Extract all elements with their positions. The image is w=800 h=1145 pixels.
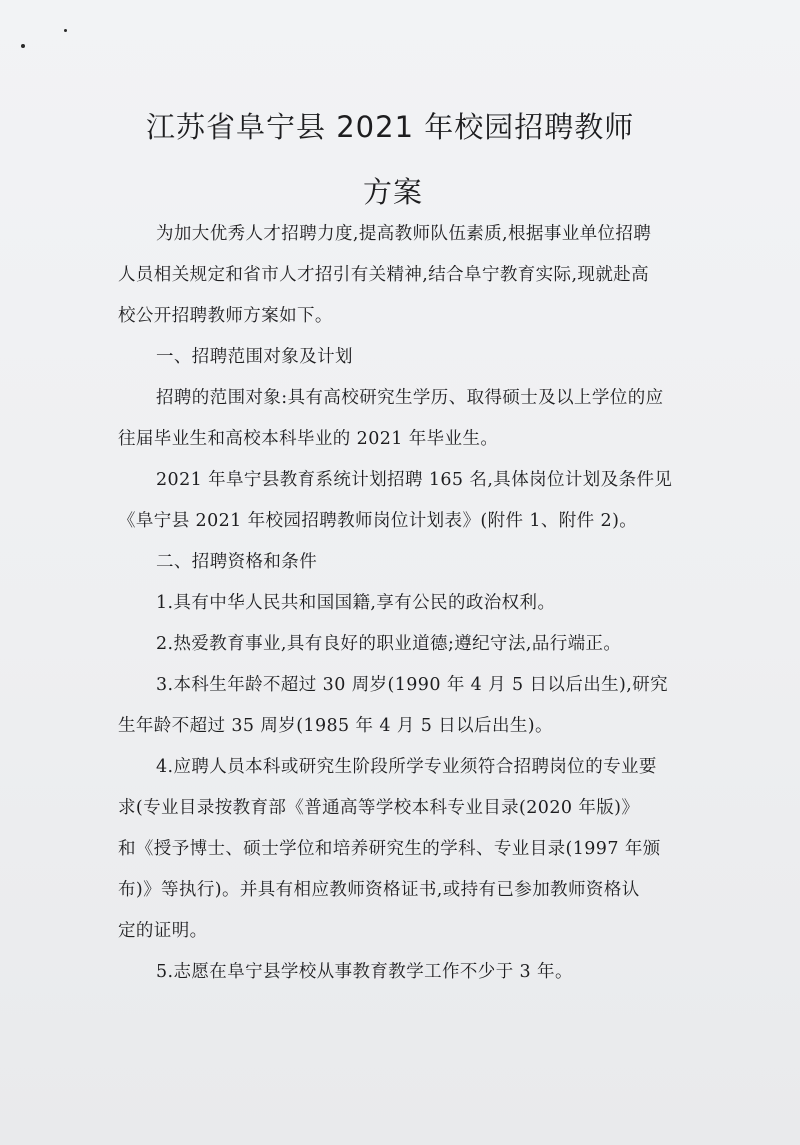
body-line: 5.志愿在阜宁县学校从事教育教学工作不少于 3 年。: [156, 962, 573, 982]
body-line: 和《授予博士、硕士学位和培养研究生的学科、专业目录(1997 年颁: [118, 839, 661, 859]
scan-speck: [21, 44, 25, 48]
body-line: 3.本科生年龄不超过 30 周岁(1990 年 4 月 5 日以后出生),研究: [156, 675, 669, 695]
body-line: 1.具有中华人民共和国国籍,享有公民的政治权利。: [156, 593, 556, 613]
body-line: 往届毕业生和高校本科毕业的 2021 年毕业生。: [118, 429, 499, 449]
body-line: 为加大优秀人才招聘力度,提高教师队伍素质,根据事业单位招聘: [156, 224, 652, 244]
body-line: 4.应聘人员本科或研究生阶段所学专业须符合招聘岗位的专业要: [156, 757, 657, 777]
body-line: 2021 年阜宁县教育系统计划招聘 165 名,具体岗位计划及条件见: [156, 470, 673, 490]
scan-speck: [64, 29, 67, 32]
body-line: 《阜宁县 2021 年校园招聘教师岗位计划表》(附件 1、附件 2)。: [118, 511, 638, 531]
document-body: [118, 214, 714, 993]
body-line: 人员相关规定和省市人才招引有关精神,结合阜宁教育实际,现就赴高: [118, 265, 650, 285]
body-line: 二、招聘资格和条件: [156, 552, 318, 572]
body-line: 求(专业目录按教育部《普通高等学校本科专业目录(2020 年版)》: [118, 798, 640, 818]
document-title-continued: 方案: [363, 175, 424, 209]
document-title: 江苏省阜宁县 2021 年校园招聘教师: [146, 110, 635, 144]
body-line: 生年龄不超过 35 周岁(1985 年 4 月 5 日以后出生)。: [118, 716, 553, 736]
body-line: 定的证明。: [118, 921, 208, 941]
body-line: 一、招聘范围对象及计划: [156, 347, 353, 367]
body-line: 招聘的范围对象:具有高校研究生学历、取得硕士及以上学位的应: [156, 388, 664, 408]
body-line: 2.热爱教育事业,具有良好的职业道德;遵纪守法,品行端正。: [156, 634, 622, 654]
body-line: 布)》等执行)。并具有相应教师资格证书,或持有已参加教师资格认: [118, 880, 640, 900]
body-line: 校公开招聘教师方案如下。: [118, 306, 333, 326]
